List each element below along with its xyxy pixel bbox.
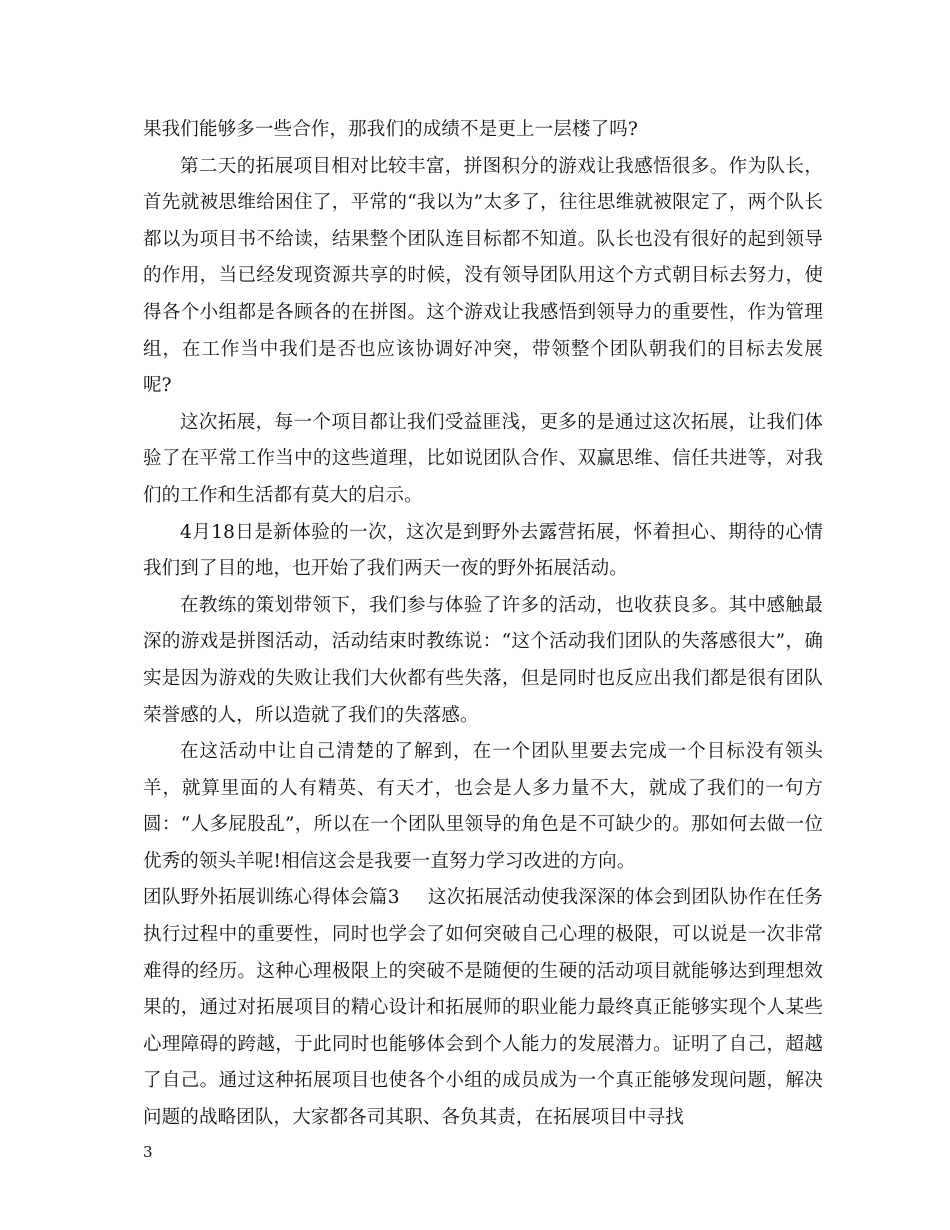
- section-body: 这次拓展活动使我深深的体会到团队协作在任务执行过程中的重要性，同时也学会了如何突破自己心理的极限，可以说是一次非常难得的经历。这种心理极限上的突破不是随便的生硬的活动项目就能够达到理想效果的，通过对拓展项目的精心设计和拓展师的职业能力最终真正能够实现个人某些心理障碍的跨越，于此同时也能够体会到个人能力的发展潜力。证明了自己，超越了自己。通过这种拓展项目也使各个小组的成员成为一个真正能够发现问题，解决问题的战略团队，大家都各司其职、各负其责，在拓展项目中寻找: [143, 887, 823, 1129]
- body-text: [143, 112, 823, 1137]
- section-paragraph: [143, 880, 823, 1136]
- page-number: 3: [143, 1143, 153, 1161]
- paragraph-second-day: 第二天的拓展项目相对比较丰富，拼图积分的游戏让我感悟很多。作为队长，首先就被思维给困住了，平常的“我以为”太多了，往往思维就被限定了，两个队长都以为项目书不给读，结果整个团队连目标都不知道。队长也没有很好的起到领导的作用，当已经发现资源共享的时候，没有领导团队用这个方式朝目标去努力，使得各个小组都是各顾各的在拼图。这个游戏让我感悟到领导力的重要性，作为管理组，在工作当中我们是否也应该协调好冲突，带领整个团队朝我们的目标去发展呢?: [143, 155, 823, 397]
- paragraph-april-18: 4月18日是新体验的一次，这次是到野外去露营拓展，怀着担心、期待的心情我们到了目的地，也开始了我们两天一夜的野外拓展活动。: [143, 521, 823, 580]
- paragraph-leadership: 在这活动中让自己清楚的了解到，在一个团队里要去完成一个目标没有领头羊，就算里面的人有精英、有天才，也会是人多力量不大，就成了我们的一句方圆：“人多屁股乱”，所以在一个团队里领导的角色是不可缺少的。那如何去做一位优秀的领头羊呢!相信这会是我要一直努力学习改进的方向。: [143, 741, 823, 872]
- section-heading: 团队野外拓展训练心得体会篇3: [143, 887, 400, 909]
- paragraph-coach-activities: 在教练的策划带领下，我们参与体验了许多的活动，也收获良多。其中感触最深的游戏是拼图活动，活动结束时教练说：“这个活动我们团队的失落感很大”，确实是因为游戏的失败让我们大伙都有些失落，但是同时也反应出我们都是很有团队荣誉感的人，所以造就了我们的失落感。: [143, 594, 823, 726]
- paragraph-expansion-benefits: 这次拓展，每一个项目都让我们受益匪浅，更多的是通过这次拓展，让我们体验了在平常工作当中的这些道理，比如说团队合作、双赢思维、信任共进等，对我们的工作和生活都有莫大的启示。: [143, 411, 823, 506]
- paragraph-continuation: 果我们能够多一些合作，那我们的成绩不是更上一层楼了吗?: [143, 119, 638, 140]
